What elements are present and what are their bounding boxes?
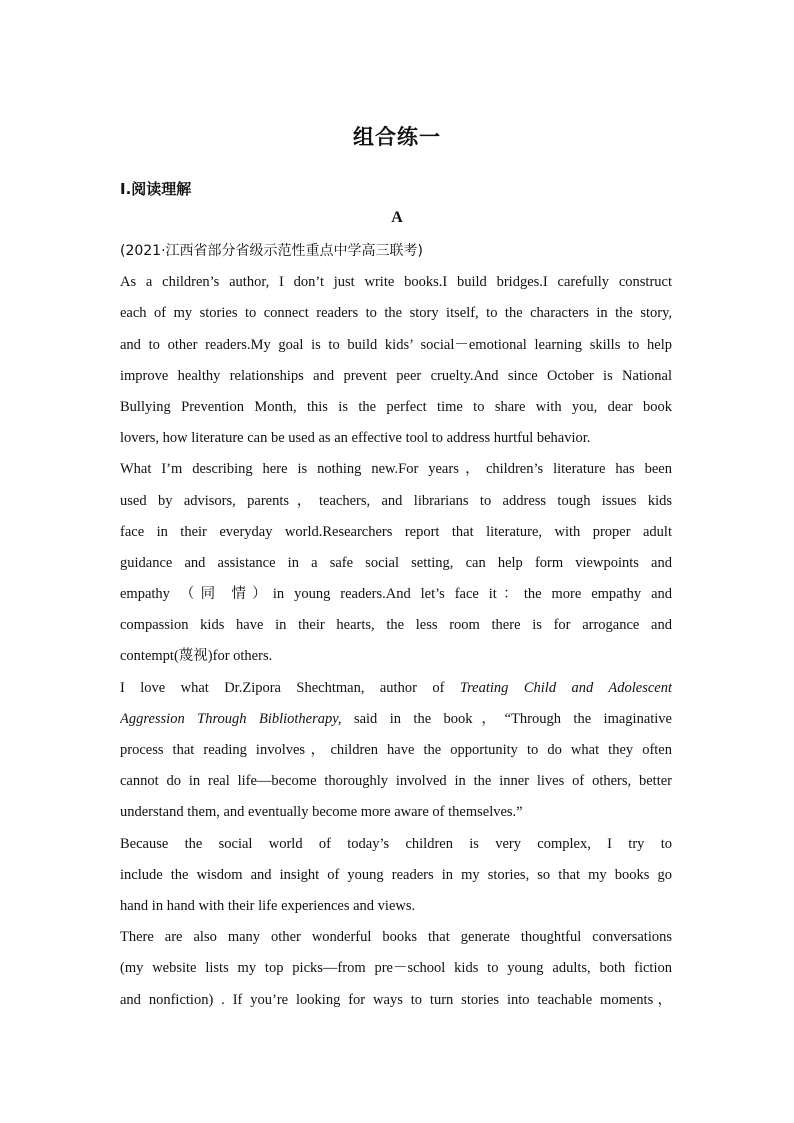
- text-line: and nonfiction) . If you’re looking for ways to turn stories into teachable moments，: [120, 991, 672, 1008]
- text-line: [120, 673, 672, 704]
- text-line: face in their everyday world.Researchers report that literature, with proper adult: [120, 523, 672, 540]
- section-heading: Ⅰ.阅读理解: [120, 180, 192, 198]
- text-line: each of my stories to connect readers to the story itself, to the characters in the story,: [120, 305, 672, 322]
- text-line: (my website lists my top picks—from pre－school kids to young adults, both fiction: [120, 960, 672, 977]
- text-span: said in the book，“Through the imaginative: [341, 710, 672, 727]
- text-line: [120, 704, 672, 735]
- text-line: lovers, how literature can be used as an effective tool to address hurtful behavior.: [120, 430, 591, 447]
- text-line: compassion kids have in their hearts, the less room there is for arrogance and: [120, 617, 672, 634]
- text-line: There are also many other wonderful books that generate thoughtful conversations: [120, 929, 672, 946]
- text-line: understand them, and eventually become more aware of themselves.”: [120, 804, 523, 821]
- text-span: I love what Dr.Zipora Shechtman, author of: [120, 679, 460, 696]
- book-title-italic: Aggression Through Bibliotherapy,: [120, 710, 342, 727]
- book-title-italic: Treating Child and Adolescent: [459, 679, 672, 696]
- text-line: include the wisdom and insight of young readers in my stories, so that my books go: [120, 866, 672, 883]
- text-line: Because the social world of today’s children is very complex, I try to: [120, 835, 672, 852]
- text-line: Bullying Prevention Month, this is the perfect time to share with you, dear book: [120, 398, 672, 415]
- text-line: improve healthy relationships and prevent peer cruelty.And since October is National: [120, 367, 672, 384]
- text-line: guidance and assistance in a safe social setting, can help form viewpoints and: [120, 554, 672, 571]
- text-line: contempt(蔑视)for others.: [120, 648, 273, 665]
- text-line: empathy （同 情）in young readers.And let’s face it：the more empathy and: [120, 586, 672, 603]
- passage-label: A: [391, 209, 403, 226]
- text-line: hand in hand with their life experiences and views.: [120, 897, 416, 914]
- text-line: As a children’s author, I don’t just write books.I build bridges.I carefully construct: [120, 274, 672, 291]
- text-line: and to other readers.My goal is to build kids’ social－emotional learning skills to help: [120, 336, 672, 353]
- text-line: What I’m describing here is nothing new.For years，children’s literature has been: [120, 461, 672, 478]
- text-line: used by advisors, parents，teachers, and librarians to address tough issues kids: [120, 492, 672, 509]
- page-title: 组合练一: [353, 125, 441, 149]
- passage-body: [120, 236, 672, 1016]
- text-line: cannot do in real life—become thoroughly involved in the inner lives of others, better: [120, 773, 672, 790]
- source-line: (2021·江西省部分省级示范性重点中学高三联考): [120, 243, 424, 259]
- text-line: process that reading involves，children have the opportunity to do what they often: [120, 742, 672, 758]
